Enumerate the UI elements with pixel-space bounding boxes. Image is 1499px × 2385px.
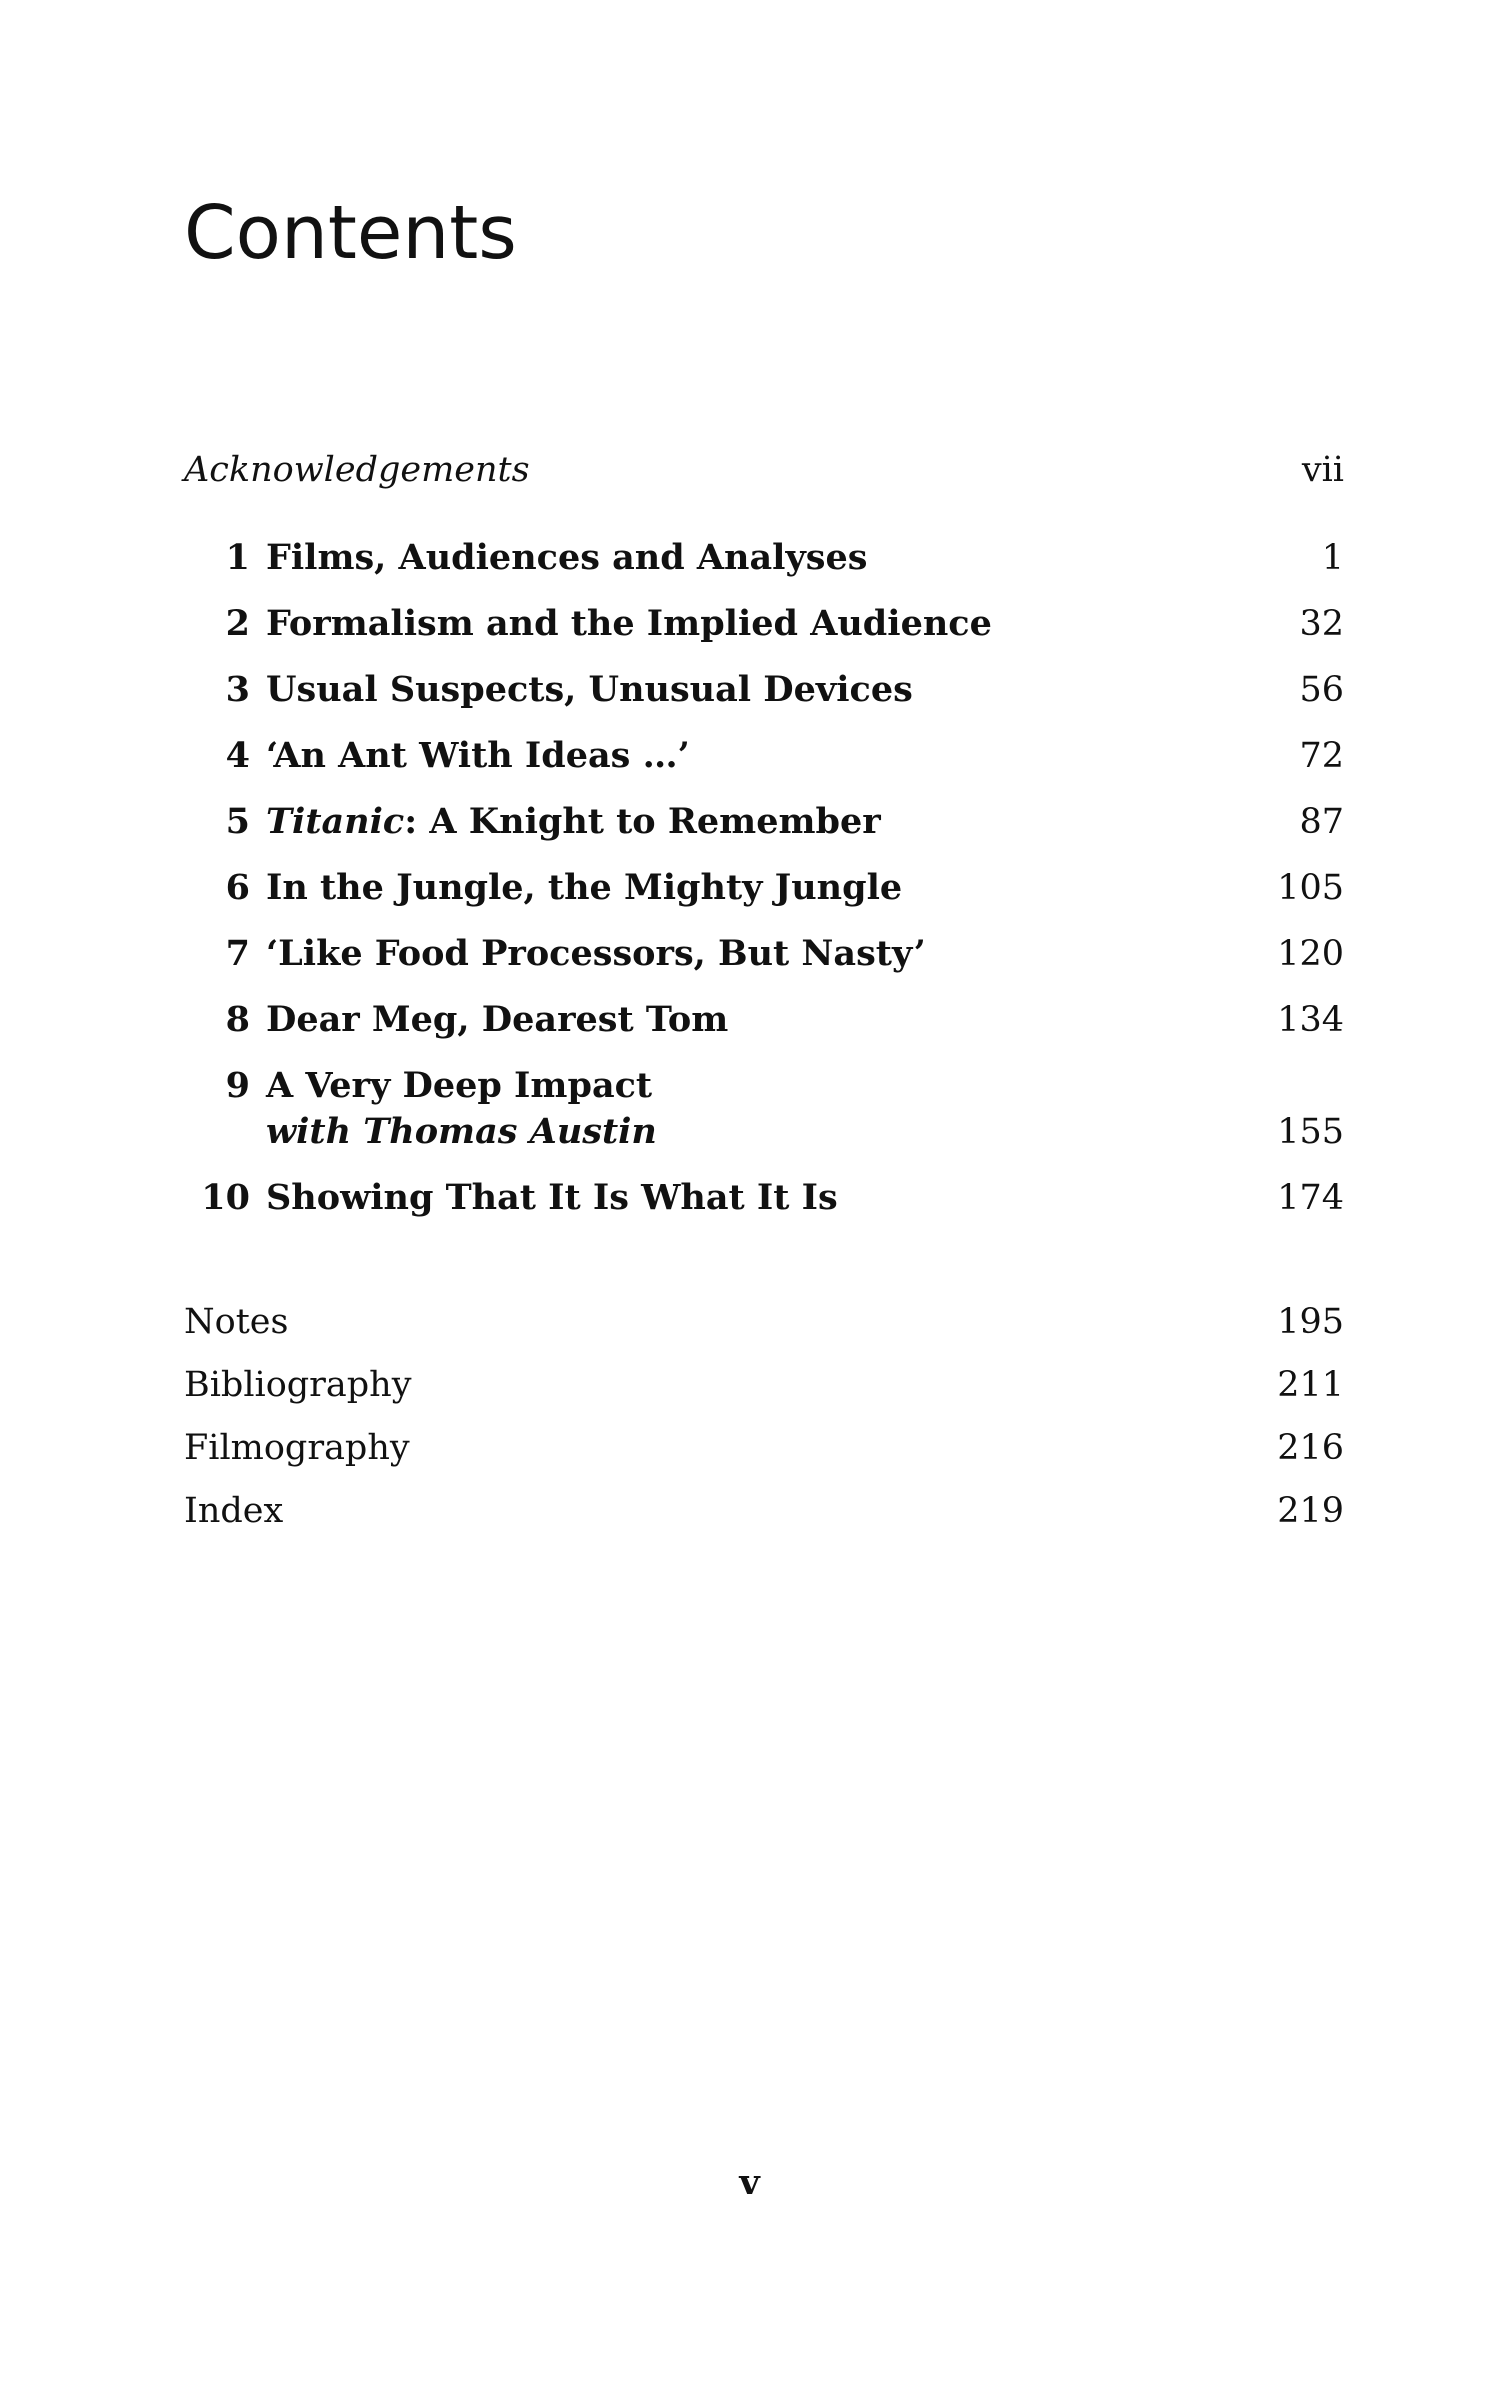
chapter-title: Formalism and the Implied Audience xyxy=(266,603,992,644)
toc-entry-page: 216 xyxy=(1277,1428,1344,1468)
toc-entry-notes[interactable] xyxy=(184,1299,1344,1345)
chapter-page: 32 xyxy=(1299,604,1344,644)
chapter-number: 2 xyxy=(225,603,250,644)
toc-entry-label: Bibliography xyxy=(184,1365,412,1405)
chapter-title: ‘An Ant With Ideas …’ xyxy=(266,735,690,776)
chapter-page: 105 xyxy=(1277,868,1344,908)
chapter-title-italic: Titanic xyxy=(266,801,405,842)
toc-chapter-9[interactable] xyxy=(184,1063,1344,1109)
chapter-subtitle: with Thomas Austin xyxy=(266,1111,657,1152)
chapter-number: 1 xyxy=(225,537,250,578)
toc-chapter-1[interactable] xyxy=(184,535,1344,581)
toc-chapter-7[interactable] xyxy=(184,931,1344,977)
chapter-page: 120 xyxy=(1277,934,1344,974)
toc-chapter-8[interactable] xyxy=(184,997,1344,1043)
toc-chapter-10[interactable] xyxy=(184,1175,1344,1221)
chapter-page: 56 xyxy=(1299,670,1344,710)
chapter-number: 9 xyxy=(225,1065,250,1106)
toc-chapter-6[interactable] xyxy=(184,865,1344,911)
chapter-title: A Very Deep Impact xyxy=(266,1065,653,1106)
chapter-page: 134 xyxy=(1277,1000,1344,1040)
toc-entry-label: Filmography xyxy=(184,1428,410,1468)
page-title: Contents xyxy=(184,190,517,276)
chapter-title: Showing That It Is What It Is xyxy=(266,1177,838,1218)
chapter-page: 1 xyxy=(1321,538,1344,578)
chapter-title: Dear Meg, Dearest Tom xyxy=(266,999,729,1040)
chapter-page: 174 xyxy=(1277,1178,1344,1218)
chapter-number: 6 xyxy=(225,867,250,908)
page-folio: v xyxy=(739,2162,760,2203)
chapter-title: Films, Audiences and Analyses xyxy=(266,537,868,578)
chapter-title: ‘Like Food Processors, But Nasty’ xyxy=(266,933,926,974)
chapter-page: 87 xyxy=(1299,802,1344,842)
toc-entry-label: Notes xyxy=(184,1302,289,1342)
toc-chapter-3[interactable] xyxy=(184,667,1344,713)
toc-chapter-4[interactable] xyxy=(184,733,1344,779)
chapter-title-wrap xyxy=(250,799,1299,845)
chapter-number: 5 xyxy=(225,801,250,842)
toc-entry-page: 211 xyxy=(1277,1365,1344,1405)
chapter-number: 4 xyxy=(225,735,250,776)
toc-entry-filmography[interactable] xyxy=(184,1425,1344,1471)
toc-entry-index[interactable] xyxy=(184,1488,1344,1534)
toc-entry-label: Index xyxy=(184,1491,284,1531)
chapter-number: 3 xyxy=(225,669,250,710)
toc-chapter-5[interactable] xyxy=(184,799,1344,845)
chapter-title: : A Knight to Remember xyxy=(404,801,881,842)
chapter-number: 10 xyxy=(201,1177,250,1218)
chapter-page: 72 xyxy=(1299,736,1344,776)
toc-entry-acknowledgements[interactable] xyxy=(184,447,1344,493)
chapter-title: In the Jungle, the Mighty Jungle xyxy=(266,867,903,908)
chapter-number: 7 xyxy=(225,933,250,974)
toc-entry-page: 219 xyxy=(1277,1491,1344,1531)
toc-entry-bibliography[interactable] xyxy=(184,1362,1344,1408)
chapter-number: 8 xyxy=(225,999,250,1040)
chapter-title: Usual Suspects, Unusual Devices xyxy=(266,669,913,710)
chapter-page: 155 xyxy=(1277,1112,1344,1152)
toc-chapter-2[interactable] xyxy=(184,601,1344,647)
toc-entry-page: vii xyxy=(1301,450,1344,490)
toc-chapter-9-subtitle-row[interactable] xyxy=(184,1109,1344,1155)
toc-entry-page: 195 xyxy=(1277,1302,1344,1342)
toc-entry-label: Acknowledgements xyxy=(184,450,530,490)
